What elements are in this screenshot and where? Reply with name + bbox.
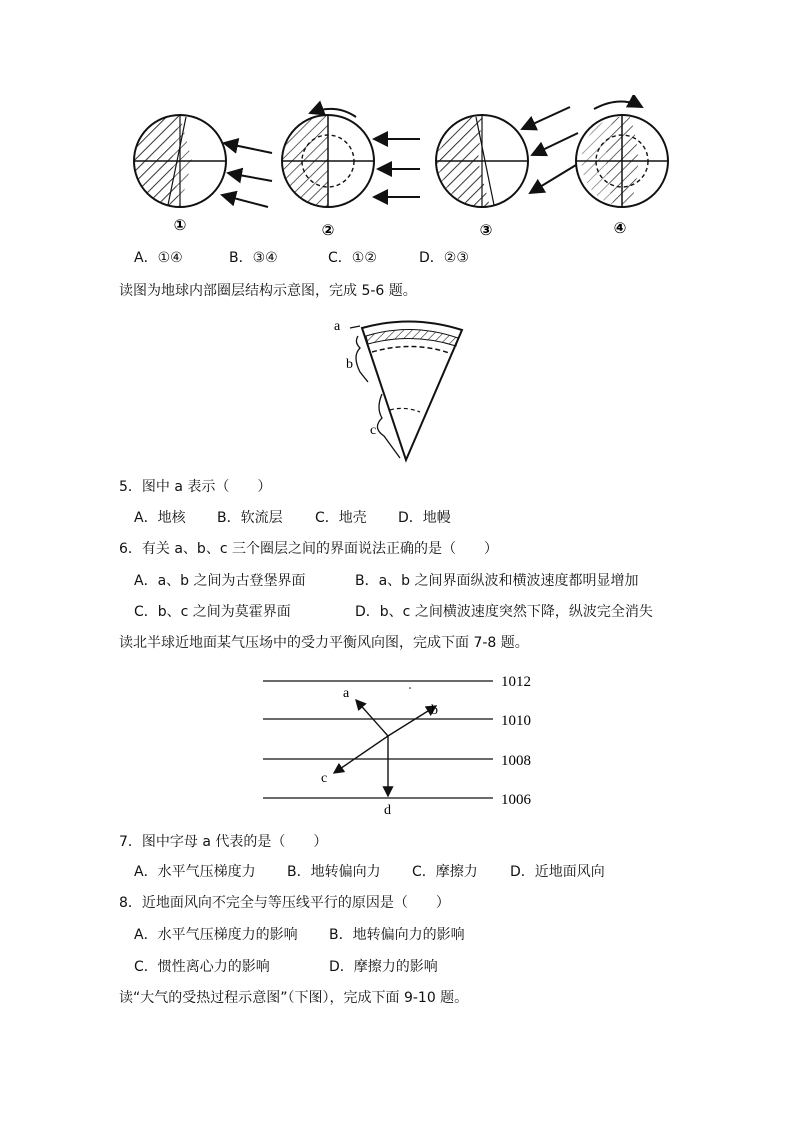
q5-option-b[interactable]: B．软流层	[217, 510, 283, 526]
arrow-b	[388, 706, 436, 736]
arrow-c-label: c	[321, 771, 328, 786]
arrow-a-label: a	[343, 686, 350, 701]
q4-option-a[interactable]: A．①④	[134, 250, 183, 266]
q7-option-b[interactable]: B．地转偏向力	[287, 864, 381, 880]
isobar-label-1006: 1006	[501, 792, 531, 808]
intro-9-10: 读“大气的受热过程示意图”（下图），完成下面 9-10 题。	[119, 990, 469, 1006]
q8-option-b[interactable]: B．地转偏向力的影响	[329, 927, 465, 943]
q8-option-a[interactable]: A．水平气压梯度力的影响	[134, 927, 298, 943]
q4-option-d[interactable]: D．②③	[419, 250, 469, 266]
arrow-d-label: d	[384, 803, 391, 816]
illumination-figure	[120, 95, 680, 245]
arrow-a	[356, 700, 388, 736]
q8-stem: 8．近地面风向不完全与等压线平行的原因是（ ）	[119, 895, 450, 911]
isobar-figure	[255, 668, 545, 816]
globe-3	[436, 115, 528, 208]
q7-option-a[interactable]: A．水平气压梯度力	[134, 864, 256, 880]
globe-1-rays	[222, 143, 272, 207]
layer-a-label: a	[334, 319, 341, 334]
isobar-label-1010: 1010	[501, 713, 531, 729]
globe-1	[134, 115, 226, 207]
q5-option-d[interactable]: D．地幔	[398, 510, 451, 526]
q7-option-c[interactable]: C．摩擦力	[412, 864, 478, 880]
intro-7-8: 读北半球近地面某气压场中的受力平衡风向图，完成下面 7-8 题。	[119, 635, 529, 651]
globe-2-rays	[374, 139, 420, 197]
q7-stem: 7．图中字母 a 代表的是（ ）	[119, 834, 328, 850]
globe-4-label: ④	[613, 219, 627, 237]
layer-c-label: c	[370, 423, 377, 438]
q6-option-c[interactable]: C．b、c 之间为莫霍界面	[134, 604, 291, 620]
q8-option-c[interactable]: C．惯性离心力的影响	[134, 959, 270, 975]
q5-option-c[interactable]: C．地壳	[315, 510, 367, 526]
q6-option-a[interactable]: A．a、b 之间为古登堡界面	[134, 573, 306, 589]
intro-5-6: 读图为地球内部圈层结构示意图，完成 5-6 题。	[119, 283, 417, 299]
globe-2-label: ②	[321, 221, 335, 239]
arrow-c	[334, 736, 388, 773]
q5-stem: 5．图中 a 表示（ ）	[119, 479, 272, 495]
layer-b-label: b	[346, 357, 353, 372]
q4-option-c[interactable]: C．①②	[328, 250, 377, 266]
globe-3-label: ③	[479, 221, 493, 239]
q4-option-b[interactable]: B．③④	[229, 250, 278, 266]
q5-option-a[interactable]: A．地核	[134, 510, 186, 526]
globe-2	[282, 109, 374, 207]
globe-4	[576, 101, 668, 207]
arrow-b-label: b	[431, 703, 438, 718]
earth-interior-figure	[328, 312, 468, 467]
q7-option-d[interactable]: D．近地面风向	[510, 864, 605, 880]
q6-stem: 6．有关 a、b、c 三个圈层之间的界面说法正确的是（ ）	[119, 541, 498, 557]
q8-option-d[interactable]: D．摩擦力的影响	[329, 959, 438, 975]
q6-option-b[interactable]: B．a、b 之间界面纵波和横波速度都明显增加	[355, 573, 639, 589]
isobar-label-1012: 1012	[501, 674, 531, 690]
q6-option-d[interactable]: D．b、c 之间横波速度突然下降，纵波完全消失	[355, 604, 653, 620]
isobar-label-1008: 1008	[501, 753, 531, 769]
globe-1-label: ①	[173, 216, 187, 234]
globe-3-rays	[522, 107, 578, 193]
